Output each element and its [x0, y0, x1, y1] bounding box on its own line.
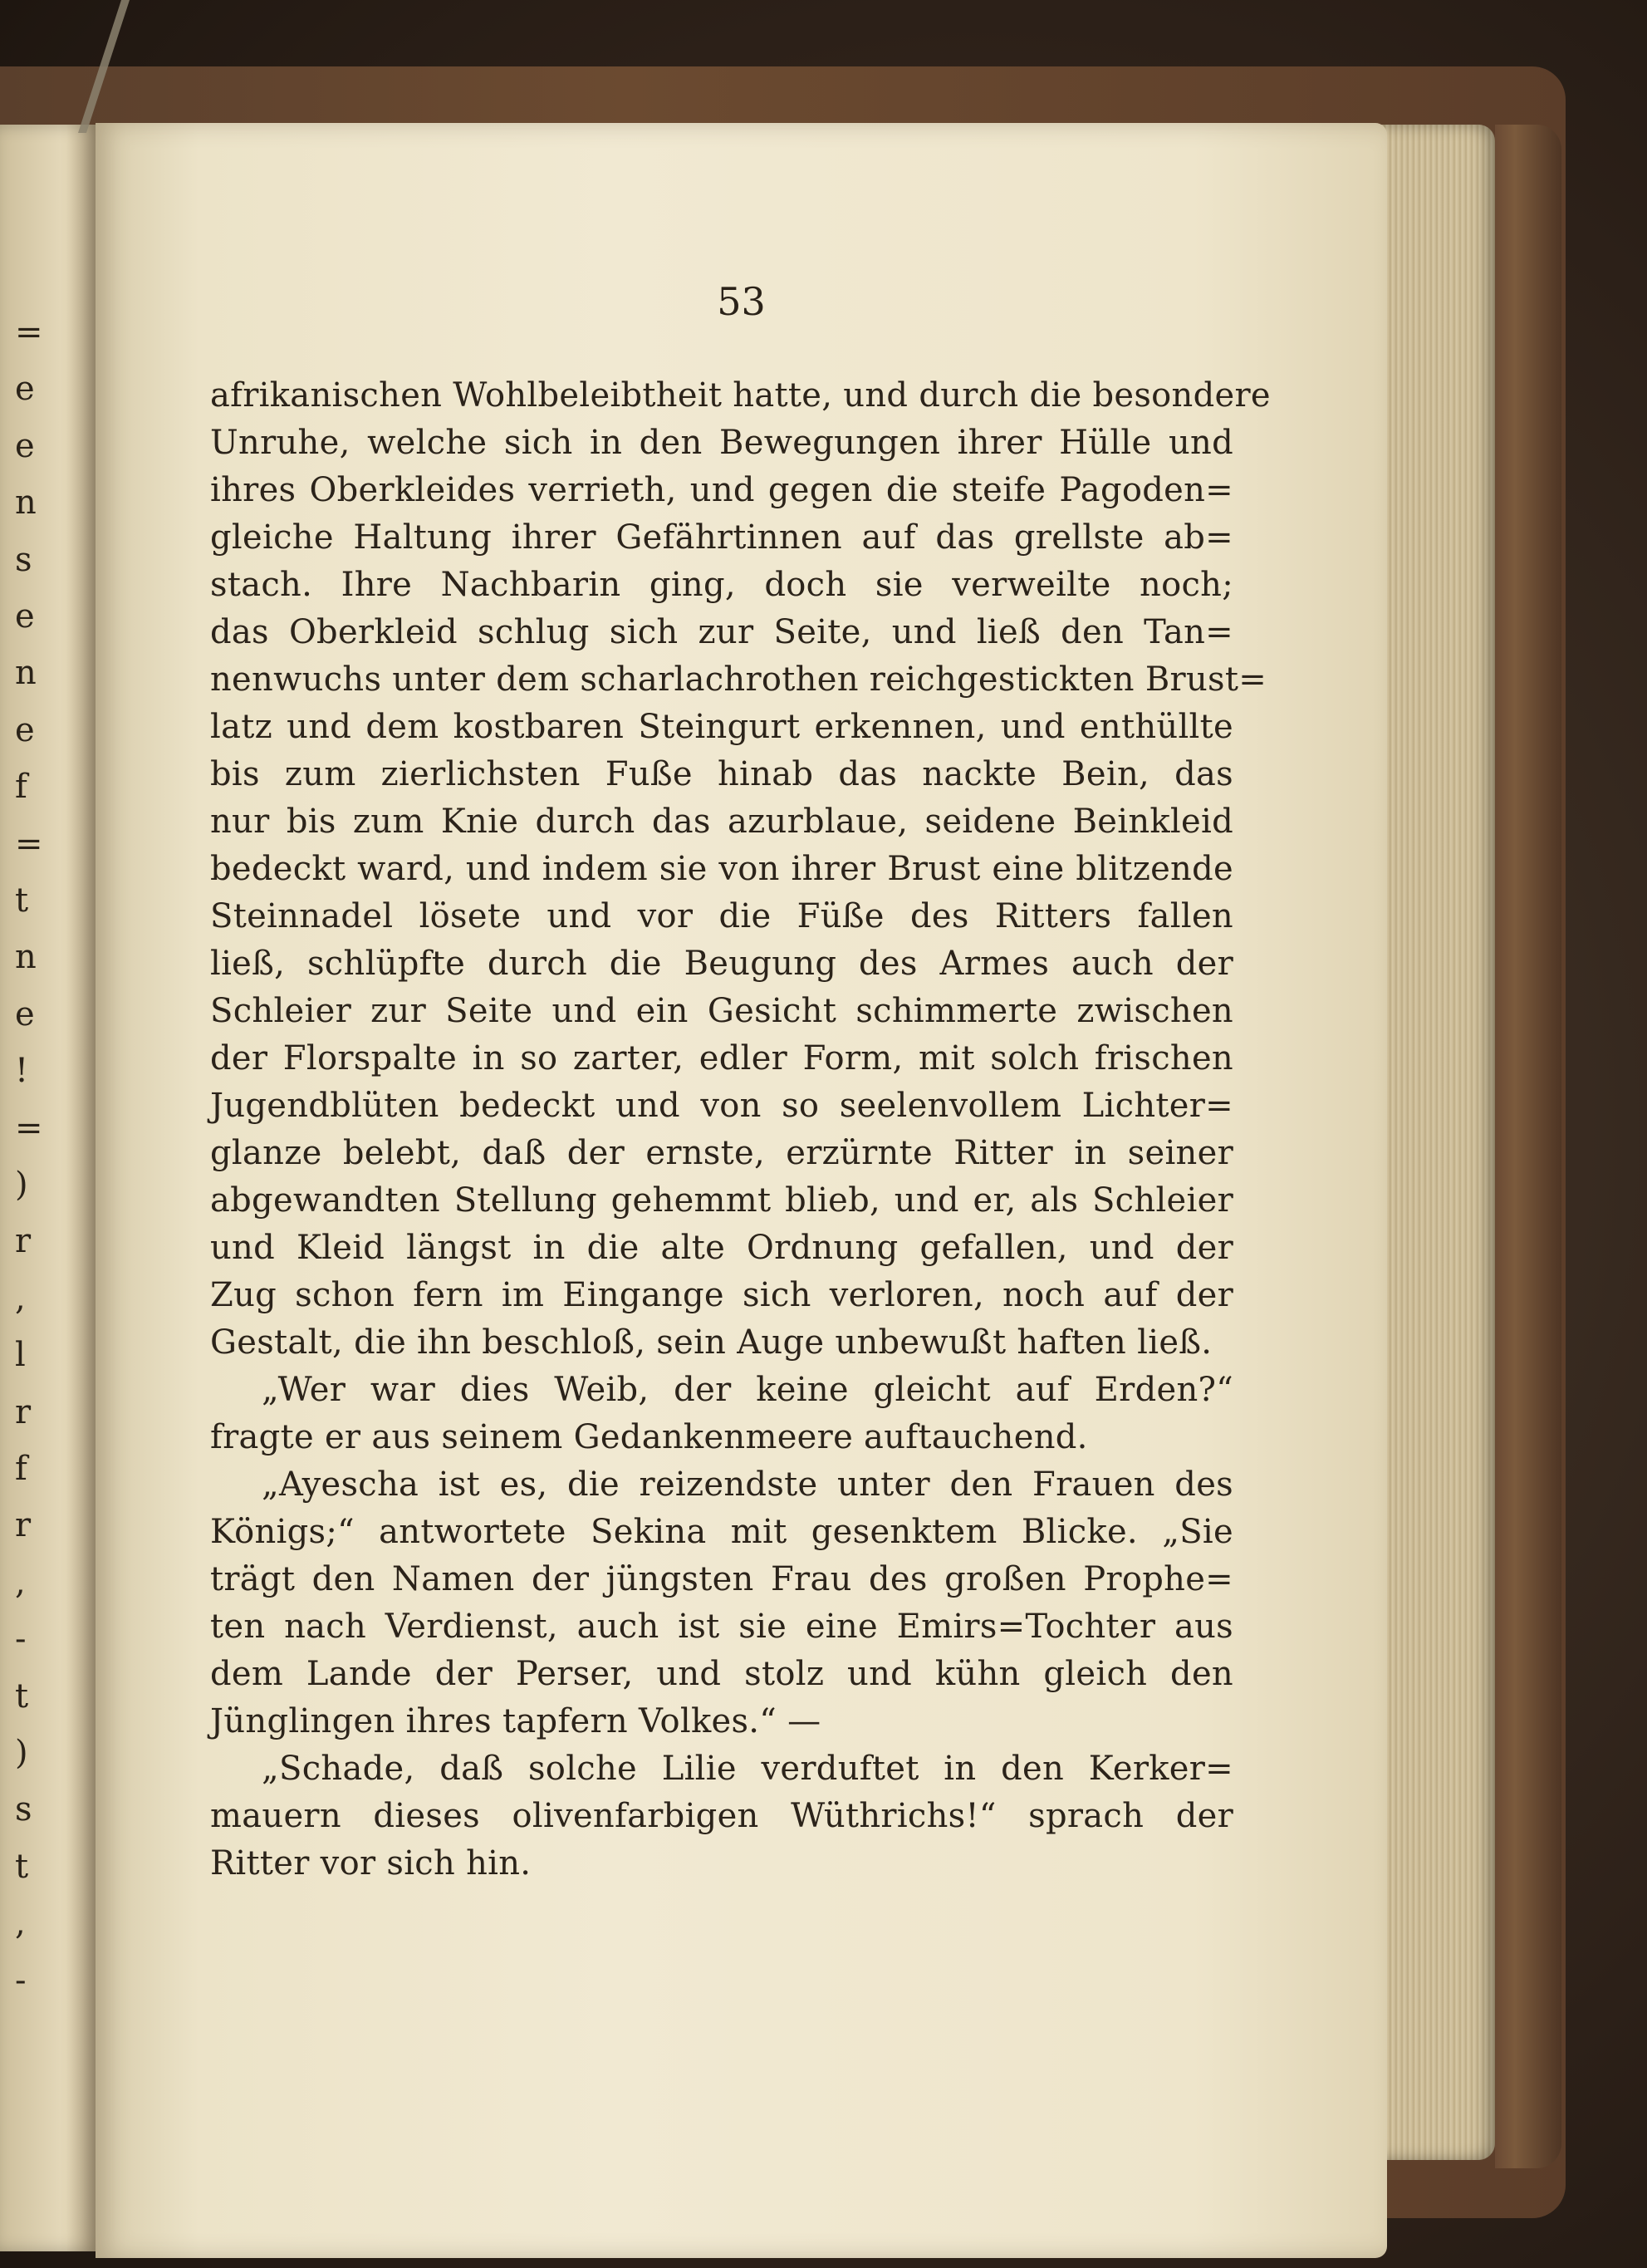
previous-page-fragment: e: [15, 994, 35, 1033]
previous-page-fragment: e: [15, 597, 35, 636]
text-line: bis zum zierlichsten Fuße hinab das nackte Bein, das: [210, 755, 1233, 793]
book-page: [96, 123, 1387, 2258]
text-line: afrikanischen Wohlbeleibtheit hatte, und durch die besondere: [210, 376, 1271, 415]
previous-page-fragment: r: [15, 1392, 32, 1431]
text-line: Unruhe, welche sich in den Bewegungen ihrer Hülle und: [210, 424, 1233, 462]
previous-page-fragment: n: [15, 938, 37, 977]
text-line: ten nach Verdienst, auch ist sie eine Emirs=Tochter aus: [210, 1608, 1233, 1646]
previous-page-fragment: f: [15, 768, 27, 807]
previous-page-fragment: =: [15, 1108, 43, 1147]
previous-page-fragment: r: [15, 1506, 32, 1545]
text-line: trägt den Namen der jüngsten Frau des großen Prophe=: [210, 1560, 1233, 1598]
text-line: gleiche Haltung ihrer Gefährtinnen auf das grellste ab=: [210, 518, 1233, 557]
text-line: abgewandten Stellung gehemmt blieb, und er, als Schleier: [210, 1181, 1233, 1220]
previous-page-fragment: n: [15, 654, 37, 693]
previous-page-fragment: f: [15, 1450, 27, 1488]
previous-page-fragment: n: [15, 484, 37, 523]
page-edges: [1375, 125, 1495, 2160]
text-line: mauern dieses olivenfarbigen Wüthrichs!“ sprach der: [210, 1797, 1233, 1835]
previous-page-fragment: ,: [15, 1563, 26, 1602]
previous-page-fragment: l: [15, 1336, 26, 1375]
previous-page-fragment: ,: [15, 1904, 26, 1943]
text-line: „Wer war dies Weib, der keine gleicht auf Erden?“: [262, 1371, 1233, 1409]
previous-page-fragment: e: [15, 426, 35, 465]
previous-page-fragment: ): [15, 1734, 28, 1772]
text-line: latz und dem kostbaren Steingurt erkennen, und enthüllte: [210, 708, 1233, 746]
text-line: Zug schon fern im Eingange sich verloren, noch auf der: [210, 1276, 1233, 1314]
previous-page-fragment: s: [15, 1790, 32, 1829]
text-line: Schleier zur Seite und ein Gesicht schimmerte zwischen: [210, 992, 1233, 1030]
previous-page-fragment: !: [15, 1052, 29, 1091]
text-line: ließ, schlüpfte durch die Beugung des Armes auch der: [210, 945, 1233, 983]
gutter-shadow: [66, 125, 100, 2251]
text-line: der Florspalte in so zarter, edler Form, mit solch frischen: [210, 1039, 1233, 1078]
text-line: fragte er aus seinem Gedankenmeere auftauchend.: [210, 1418, 1088, 1456]
previous-page-fragment: ,: [15, 1279, 26, 1318]
text-line: Jugendblüten bedeckt und von so seelenvollem Lichter=: [210, 1087, 1233, 1125]
previous-page-fragment: =: [15, 824, 43, 863]
book-cover-edge: [1495, 125, 1561, 2168]
text-line: Jünglingen ihres tapfern Volkes.“ —: [210, 1702, 821, 1740]
text-line: stach. Ihre Nachbarin ging, doch sie verweilte noch;: [210, 566, 1233, 604]
previous-page-fragment: -: [15, 1961, 27, 2000]
text-line: dem Lande der Perser, und stolz und kühn gleich den: [210, 1655, 1233, 1693]
page-number: 53: [717, 279, 766, 324]
text-line: das Oberkleid schlug sich zur Seite, und ließ den Tan=: [210, 613, 1233, 651]
previous-page-fragment: t: [15, 1676, 29, 1716]
previous-page-fragment: s: [15, 540, 32, 579]
text-line: Gestalt, die ihn beschloß, sein Auge unbewußt haften ließ.: [210, 1323, 1213, 1362]
text-line: glanze belebt, daß der ernste, erzürnte Ritter in seiner: [210, 1134, 1233, 1172]
previous-page-fragment: t: [15, 881, 29, 920]
text-line: Steinnadel lösete und vor die Füße des Ritters fallen: [210, 897, 1233, 935]
previous-page-fragment: t: [15, 1847, 29, 1886]
text-line: Königs;“ antwortete Sekina mit gesenktem Blicke. „Sie: [210, 1513, 1233, 1551]
previous-page-fragment: e: [15, 710, 35, 749]
text-line: nenwuchs unter dem scharlachrothen reichgestickten Brust=: [210, 660, 1267, 699]
text-line: Ritter vor sich hin.: [210, 1844, 532, 1883]
previous-page-fragment: r: [15, 1222, 32, 1261]
previous-page-fragment: =: [15, 313, 43, 351]
text-line: ihres Oberkleides verrieth, und gegen die steife Pagoden=: [210, 471, 1233, 509]
previous-page-fragment: -: [15, 1620, 27, 1659]
text-line: bedeckt ward, und indem sie von ihrer Brust eine blitzende: [210, 850, 1233, 888]
previous-page-fragment: e: [15, 370, 35, 409]
previous-page: [0, 125, 100, 2251]
text-line: „Ayescha ist es, die reizendste unter den Frauen des: [262, 1465, 1233, 1504]
text-line: „Schade, daß solche Lilie verduftet in den Kerker=: [262, 1750, 1233, 1788]
previous-page-fragment: ): [15, 1166, 28, 1204]
text-line: nur bis zum Knie durch das azurblaue, seidene Beinkleid: [210, 803, 1233, 841]
page-text: [210, 372, 1271, 1888]
text-line: und Kleid längst in die alte Ordnung gefallen, und der: [210, 1229, 1233, 1267]
